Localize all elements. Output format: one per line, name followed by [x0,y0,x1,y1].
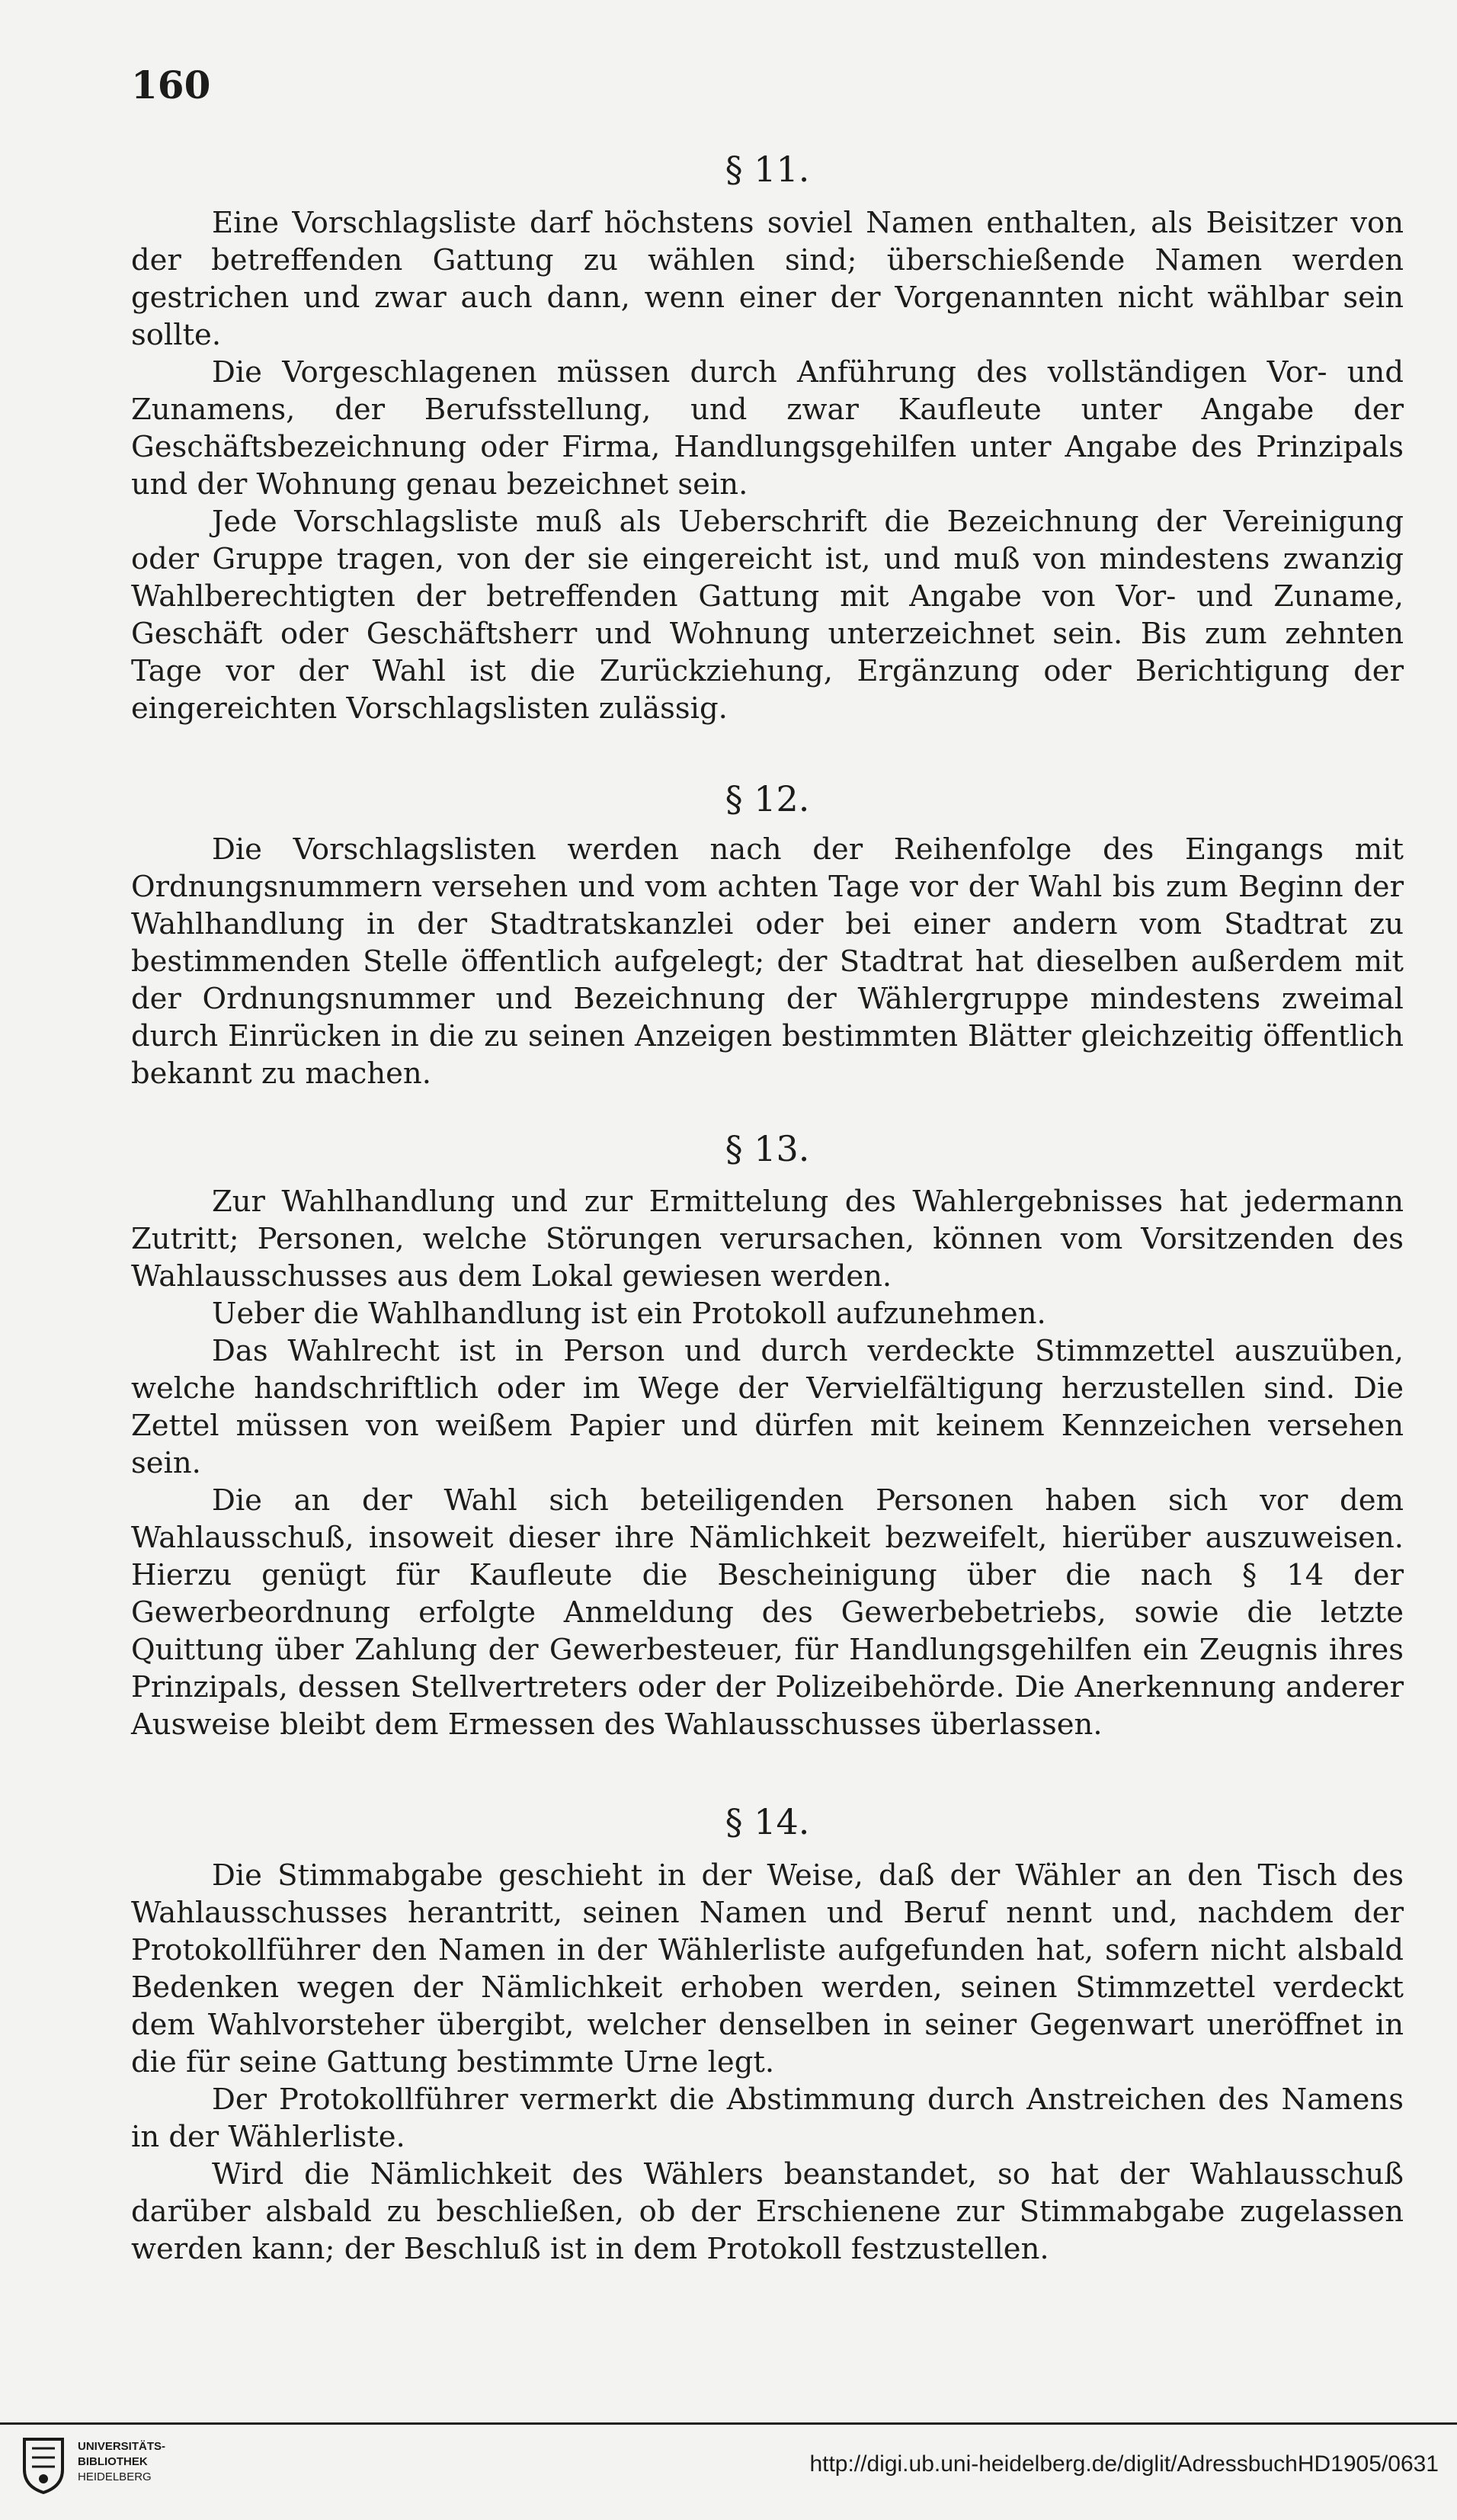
paragraph: Wird die Nämlichkeit des Wählers beanstandet, so hat der Wahlausschuß darüber alsbald zu beschließen, ob der Erschienene zur Stimmabgabe zugelassen werden kann; der Beschluß ist in dem Protokoll festzustellen. [131,2157,1404,2266]
university-seal-icon [17,2435,70,2496]
library-logo[interactable] [14,2432,181,2499]
logo-text [78,2439,165,2485]
paragraph: Die Vorgeschlagenen müssen durch Anführung des vollständigen Vor- und Zunamens, der Berufsstellung, und zwar Kaufleute unter Angabe der Geschäftsbezeichnung oder Firma, Handlungsgehilfen unter Angabe des Prinzipals und der Wohnung genau bezeichnet sein. [131,355,1404,502]
logo-line: UNIVERSITÄTS- [78,2440,166,2453]
paragraph: Die an der Wahl sich beteiligenden Personen haben sich vor dem Wahlausschuß, insoweit dieser ihre Nämlichkeit bezweifelt, hierüber auszuweisen. Hierzu genügt für Kaufleute die Bescheinigung über die nach § 14 der Gewerbeordnung erfolgte Anmeldung des Gewerbebetriebs, sowie die letzte Quittung über Zahlung der Gewerbesteuer, für Handlungsgehilfen ein Zeugnis ihres Prinzipals, dessen Stellvertreters oder der Polizeibehörde. Die Anerkennung anderer Ausweise bleibt dem Ermessen des Wahlausschusses überlassen. [131,1483,1404,1742]
section-13-body [131,1183,1404,1743]
section-14-body [131,1857,1404,2268]
section-heading-13: § 13. [725,1128,810,1169]
paragraph: Eine Vorschlagsliste darf höchstens soviel Namen enthalten, als Beisitzer von der betreffenden Gattung zu wählen sind; überschießende Namen werden gestrichen und zwar auch dann, wenn einer der Vorgenannten nicht wählbar sein sollte. [131,206,1404,352]
paragraph: Ueber die Wahlhandlung ist ein Protokoll aufzunehmen. [212,1297,1046,1331]
paragraph: Zur Wahlhandlung und zur Ermittelung des Wahlergebnisses hat jedermann Zutritt; Personen, welche Störungen verursachen, können vom Vorsitzenden des Wahlausschusses aus dem Lokal gewiesen werden. [131,1185,1404,1294]
page-number: 160 [131,63,211,107]
section-heading-11: § 11. [725,149,810,190]
logo-line: BIBLIOTHEK [78,2455,148,2468]
paragraph: Das Wahlrecht ist in Person und durch verdeckte Stimmzettel auszuüben, welche handschriftlich oder im Wege der Vervielfältigung herzustellen sind. Die Zettel müssen von weißem Papier und dürfen mit keinem Kennzeichen versehen sein. [131,1334,1404,1480]
section-11-body [131,204,1404,727]
paragraph: Der Protokollführer vermerkt die Abstimmung durch Anstreichen des Namens in der Wählerliste. [131,2082,1404,2154]
section-heading-12: § 12. [725,778,810,819]
paragraph: Die Vorschlagslisten werden nach der Reihenfolge des Eingangs mit Ordnungsnummern versehen und vom achten Tage vor der Wahl bis zum Beginn der Wahlhandlung in der Stadtratskanzlei oder bei einer andern vom Stadtrat zu bestimmenden Stelle öffentlich aufgelegt; der Stadtrat hat dieselben außerdem mit der Ordnungsnummer und Bezeichnung der Wählergruppe mindestens zweimal durch Einrücken in die zu seinen Anzeigen bestimmten Blätter gleichzeitig öffentlich bekannt zu machen. [131,832,1404,1091]
paragraph: Jede Vorschlagsliste muß als Ueberschrift die Bezeichnung der Vereinigung oder Gruppe tragen, von der sie eingereicht ist, und muß von mindestens zwanzig Wahlberechtigten der betreffenden Gattung mit Angabe von Vor- und Zuname, Geschäft oder Geschäftsherr und Wohnung unterzeichnet sein. Bis zum zehnten Tage vor der Wahl ist die Zurückziehung, Ergänzung oder Berichtigung der eingereichten Vorschlagslisten zulässig. [131,505,1404,726]
paragraph: Die Stimmabgabe geschieht in der Weise, daß der Wähler an den Tisch des Wahlausschusses herantritt, seinen Namen und Beruf nennt und, nachdem der Protokollführer den Namen in der Wählerliste aufgefunden hat, sofern nicht alsbald Bedenken wegen der Nämlichkeit erhoben werden, seinen Stimmzettel verdeckt dem Wahlvorsteher übergibt, welcher denselben in seiner Gegenwart uneröffnet in die für seine Gattung bestimmte Urne legt. [131,1858,1404,2079]
section-heading-14: § 14. [725,1801,810,1842]
footer-divider [0,2422,1457,2425]
logo-line: HEIDELBERG [78,2470,152,2483]
source-url-link[interactable]: http://digi.ub.uni-heidelberg.de/diglit/AdressbuchHD1905/0631 [809,2451,1439,2477]
section-12-body [131,831,1404,1092]
